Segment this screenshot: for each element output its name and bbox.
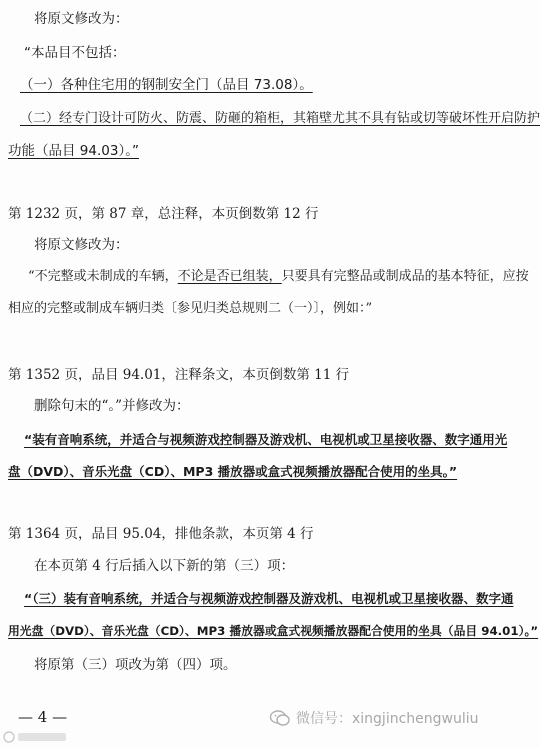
section1-item1: （一）各种住宅用的钢制安全门（品目 73.08）。: [20, 77, 313, 93]
watermark-text: 微信号：xingjinchengwuliu: [296, 711, 479, 727]
page-number: — 4 —: [18, 708, 68, 726]
wechat-watermark: [270, 708, 479, 728]
section1-item2-line2: 功能（品目 94.03）。”: [8, 143, 139, 159]
wechat-icon: [270, 710, 290, 726]
section1-intro: 将原文修改为：: [34, 11, 129, 27]
section2-text-line1: [28, 268, 529, 286]
section2-text-part2-underlined: 不论是否已组装，: [177, 269, 282, 284]
section3-text-line1: “装有音响系统，并适合与视频游戏控制器及游戏机、电视机或卫星接收器、数字通用光: [24, 432, 508, 447]
section4-text-line1: “（三）装有音响系统，并适合与视频游戏控制器及游戏机、电视机或卫星接收器、数字通: [24, 591, 514, 606]
section3-reference: 第 1352 页，品目 94.01，注释条文，本页倒数第 11 行: [8, 367, 350, 383]
section4-intro: 在本页第 4 行后插入以下新的第（三）项：: [34, 558, 295, 574]
section4-renumber: 将原第（三）项改为第（四）项。: [34, 657, 237, 673]
section1-quote-open: “本品目不包括：: [24, 45, 126, 61]
section1-item2-line1: （二）经专门设计可防火、防震、防砸的箱柜，其箱壁尤其不具有钻或切等破坏性开启防护: [20, 111, 540, 126]
section4-reference: 第 1364 页，品目 95.04，排他条款，本页第 4 行: [8, 526, 314, 542]
section3-text-line2: 盘（DVD）、音乐光盘（CD）、MP3 播放器或盒式视频播放器配合使用的坐具。”: [8, 464, 458, 479]
corner-logo-icon: [2, 730, 72, 744]
section3-intro: 删除句末的“。”并修改为：: [34, 398, 190, 414]
section2-text-part1: “不完整或未制成的车辆，: [28, 269, 178, 284]
section2-text-line2: 相应的完整或制成车辆归类〔参见归类总规则二（一）〕，例如：”: [8, 301, 373, 316]
section2-text-part3: 只要具有完整品或制成品的基本特征，应按: [281, 269, 529, 284]
section4-text-line2: 用光盘（DVD）、音乐光盘（CD）、MP3 播放器或盒式视频播放器配合使用的坐具（品目 94.01）。”: [8, 624, 539, 638]
section2-intro: 将原文修改为：: [34, 237, 129, 253]
section2-reference: 第 1232 页，第 87 章，总注释，本页倒数第 12 行: [8, 206, 319, 222]
